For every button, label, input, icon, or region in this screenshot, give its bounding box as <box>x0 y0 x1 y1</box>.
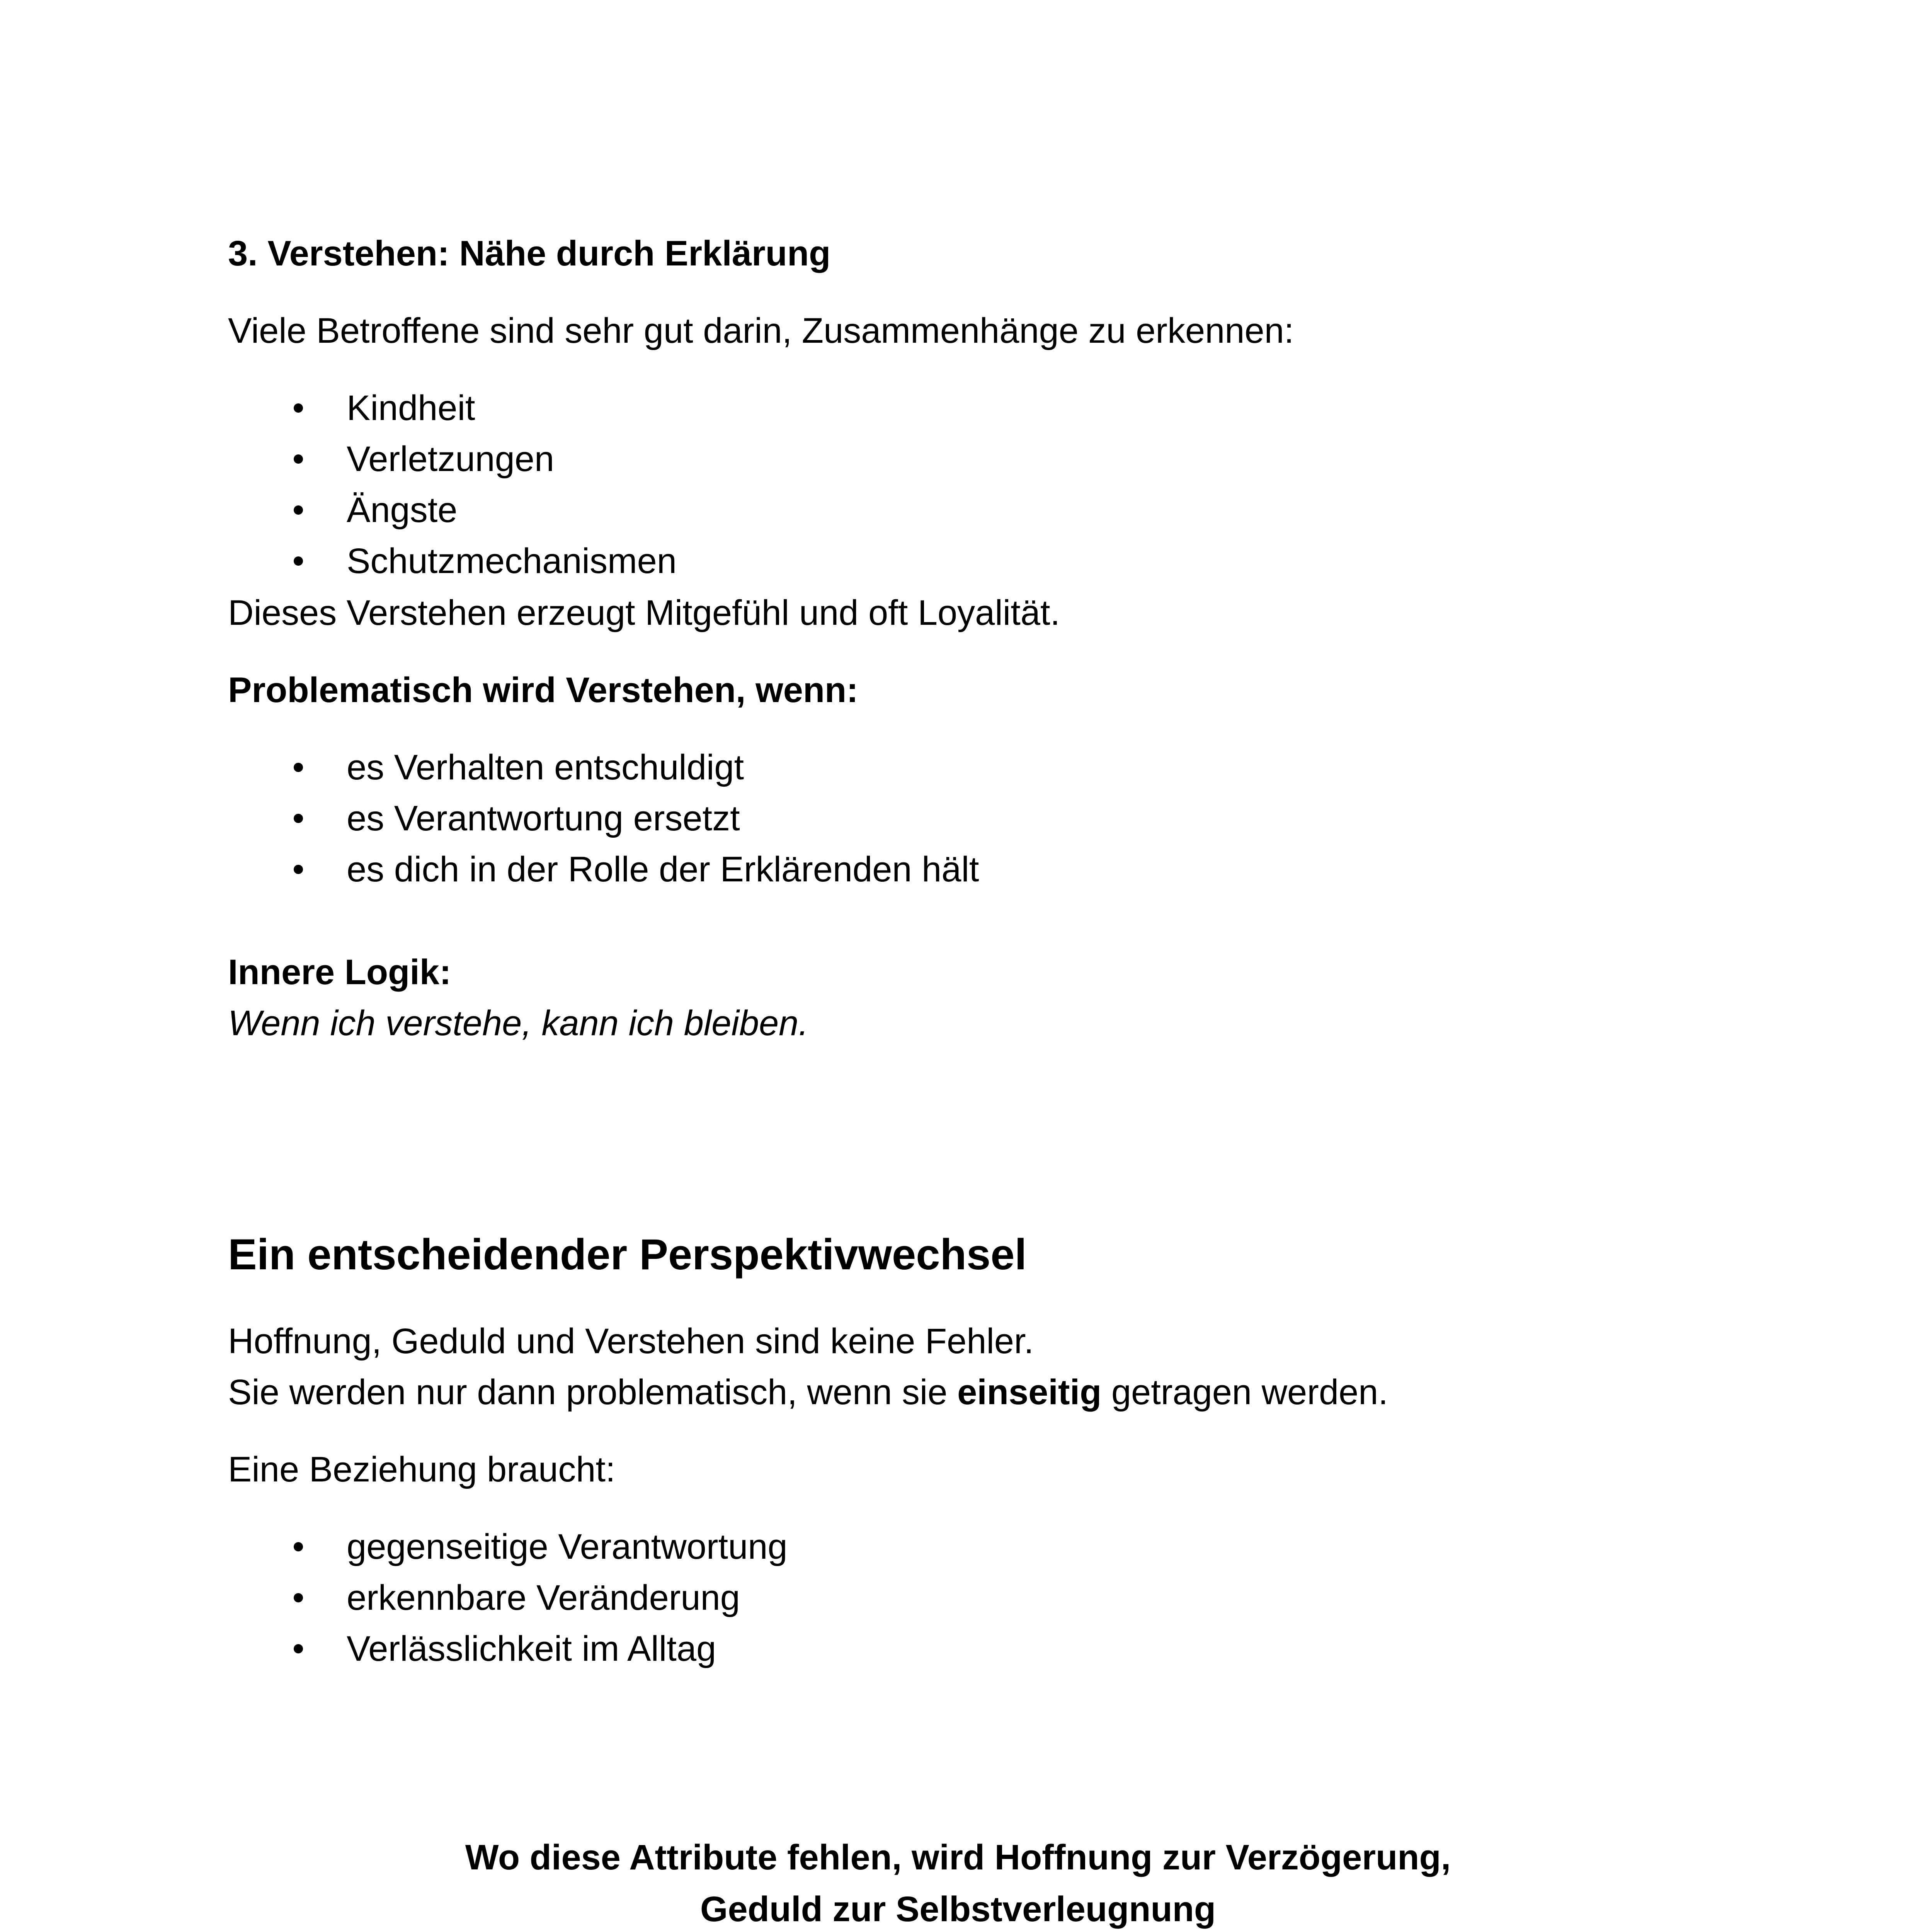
bullet-icon <box>294 505 303 515</box>
bullet-icon <box>294 1542 303 1551</box>
list-item-label: es Verhalten entschuldigt <box>347 748 744 787</box>
list-item-label: es dich in der Rolle der Erklärenden hält <box>347 850 979 889</box>
list-item-label: Schutzmechanismen <box>347 541 677 581</box>
bullet-icon <box>294 1593 303 1602</box>
line2-after: getragen werden. <box>1101 1372 1388 1412</box>
paragraph-line1: Hoffnung, Geduld und Verstehen sind keine Fehler. <box>228 1321 1034 1361</box>
paragraph-conclusion: Dieses Verstehen erzeugt Mitgefühl und oft Loyalität. <box>228 593 1060 633</box>
line2-before: Sie werden nur dann problematisch, wenn sie <box>228 1372 958 1412</box>
closing-line: Geduld zur Selbstverleugnung <box>700 1889 1216 1929</box>
bullet-icon <box>294 556 303 566</box>
bullet-icon <box>294 814 303 823</box>
bullet-icon <box>294 1644 303 1653</box>
paragraph-line2 <box>228 1367 1388 1418</box>
paragraph-intro: Viele Betroffene sind sehr gut darin, Zusammenhänge zu erkennen: <box>228 311 1294 350</box>
subheading-logic: Innere Logik: <box>228 952 451 992</box>
list-item-label: Verlässlichkeit im Alltag <box>347 1629 716 1668</box>
bullet-icon <box>294 865 303 874</box>
list-item-label: Verletzungen <box>347 439 555 479</box>
list-item-label: es Verantwortung ersetzt <box>347 799 740 838</box>
closing-statement <box>0 1832 1916 1932</box>
section-heading-perspective: Ein entscheidender Perspektivwechsel <box>228 1230 1027 1279</box>
bullet-icon <box>294 763 303 772</box>
bullet-icon <box>294 454 303 464</box>
bullet-icon <box>294 403 303 413</box>
list-item-label: gegenseitige Verantwortung <box>347 1527 788 1566</box>
logic-quote: Wenn ich verstehe, kann ich bleiben. <box>228 1003 808 1043</box>
list-item-label: Ängste <box>347 490 458 530</box>
closing-line: Wo diese Attribute fehlen, wird Hoffnung zur Verzögerung, <box>465 1838 1451 1877</box>
section-heading: 3. Verstehen: Nähe durch Erklärung <box>228 234 831 273</box>
subheading-problem: Problematisch wird Verstehen, wenn: <box>228 670 858 710</box>
list-item-label: erkennbare Veränderung <box>347 1578 740 1617</box>
paragraph-needs-intro: Eine Beziehung braucht: <box>228 1450 616 1489</box>
line2-emphasis: einseitig <box>957 1372 1102 1412</box>
list-item-label: Kindheit <box>347 388 475 428</box>
